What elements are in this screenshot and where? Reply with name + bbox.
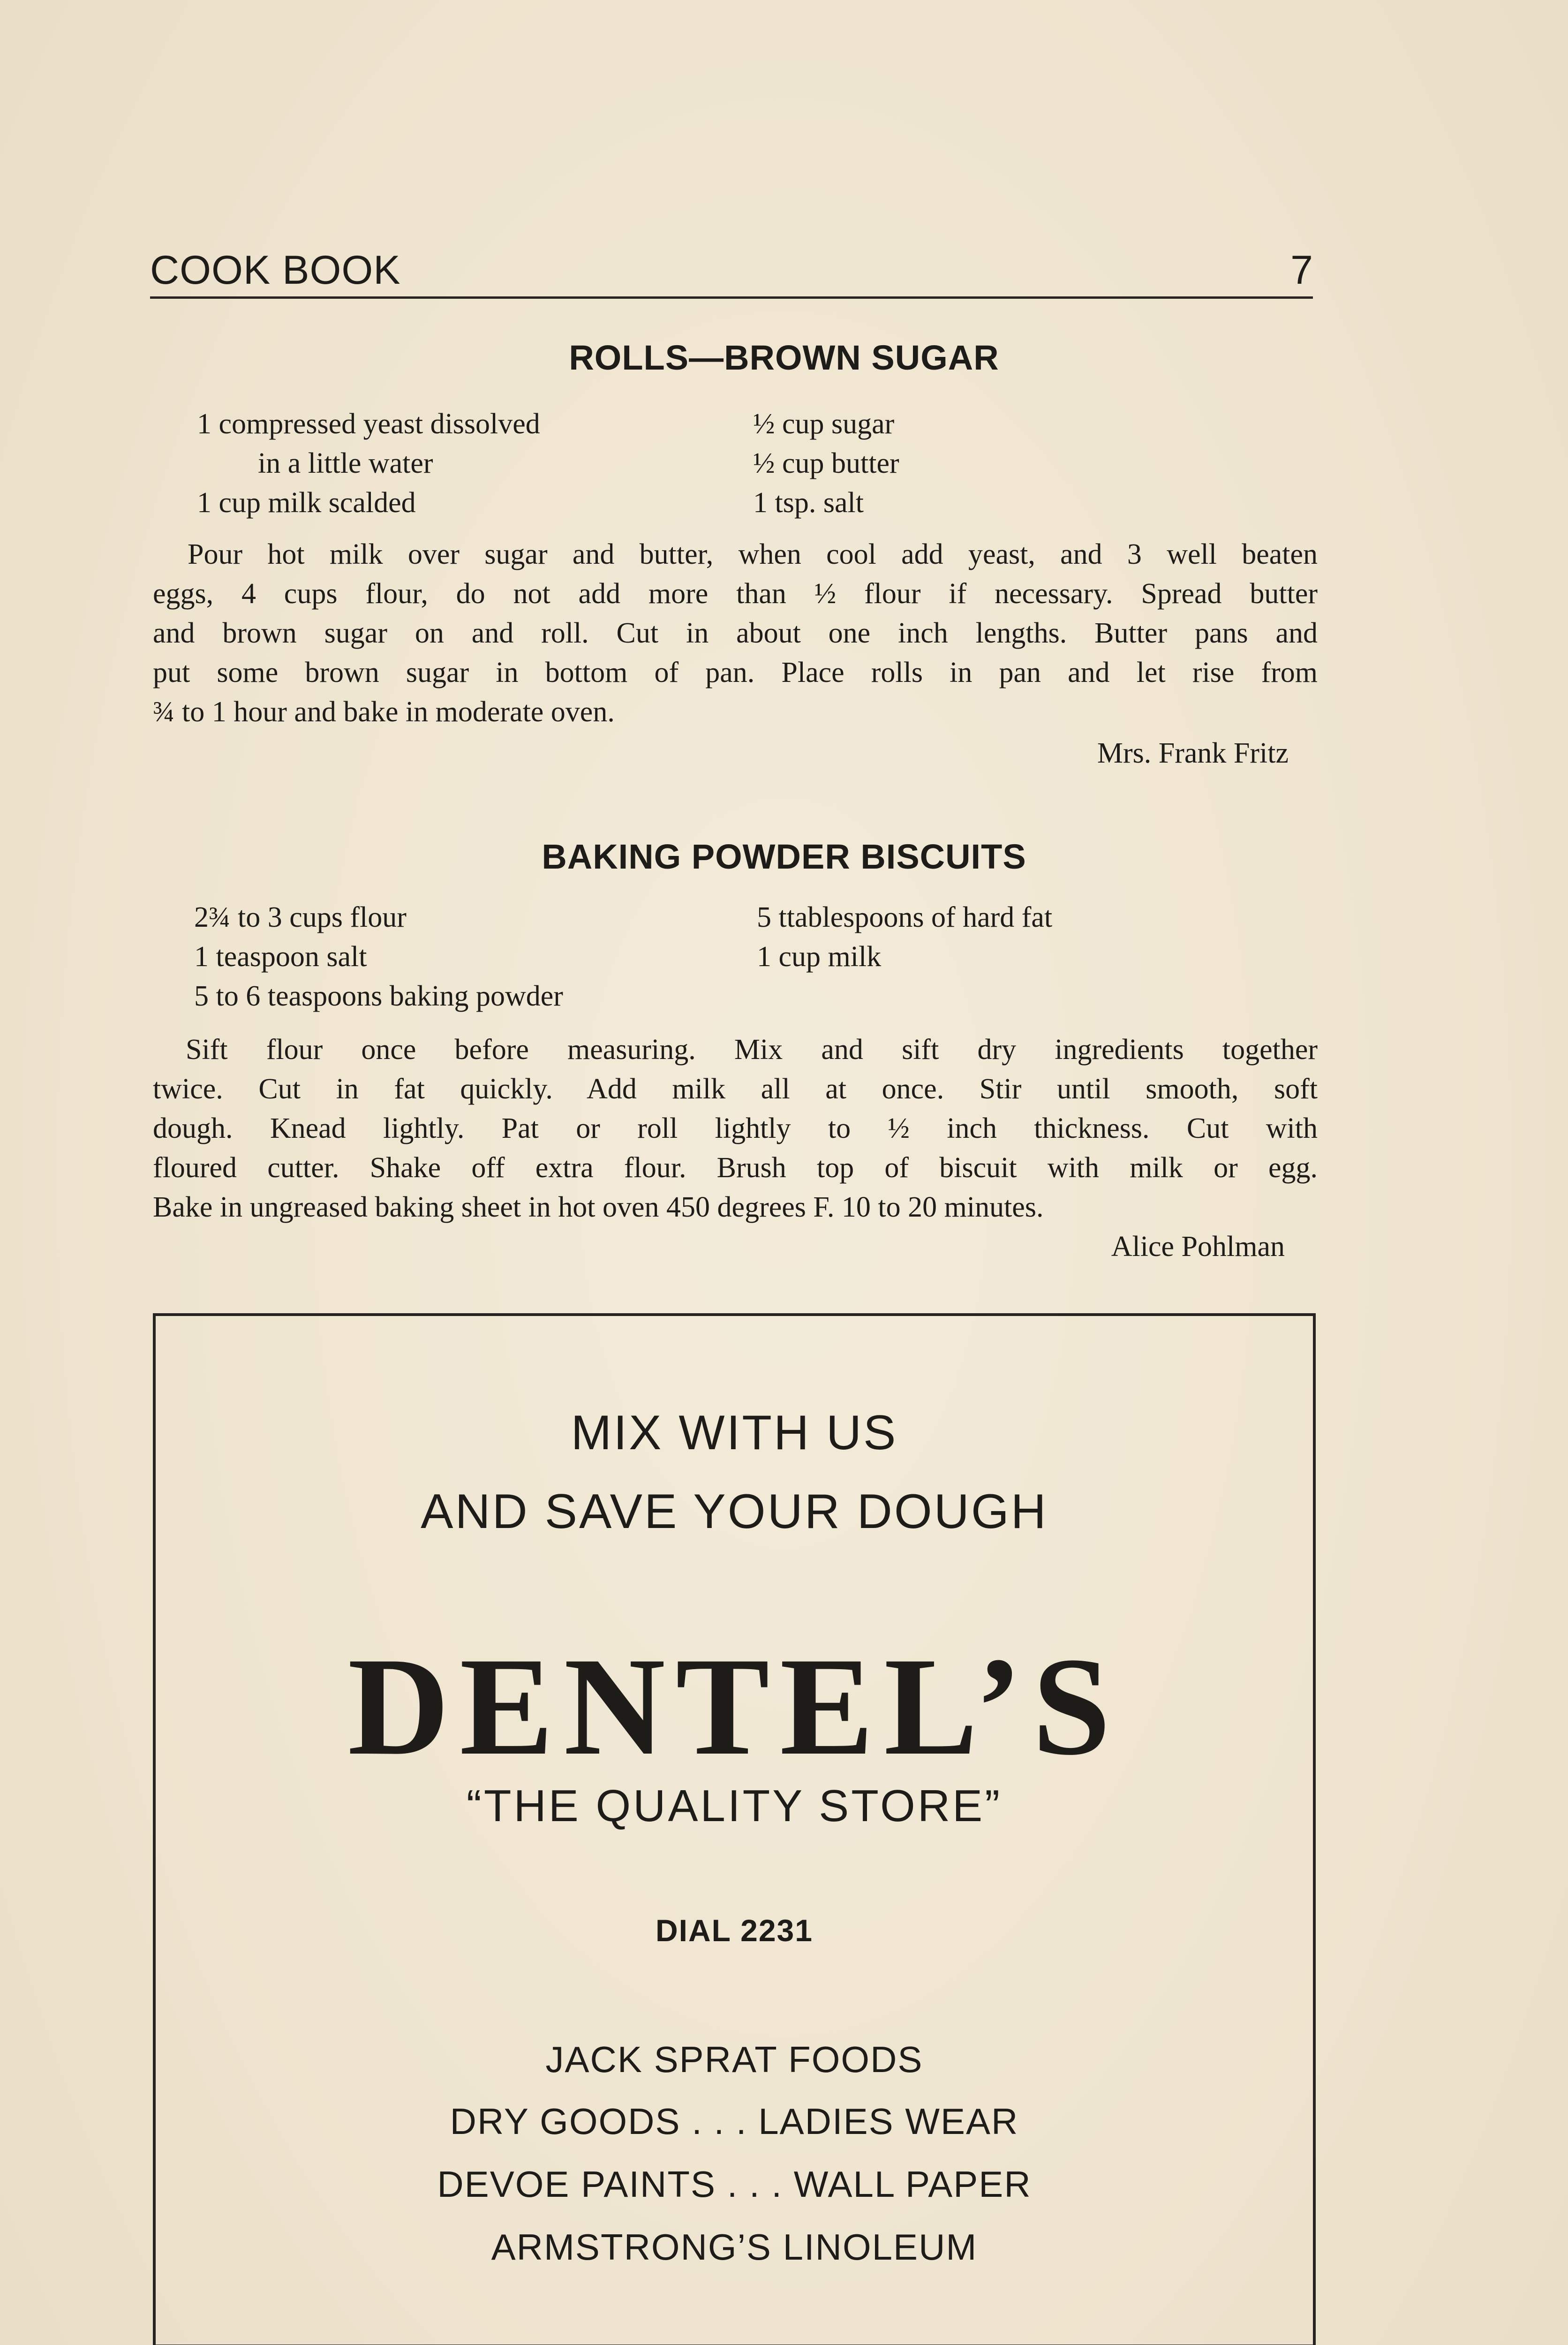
ad-brand-name: DENTEL’S [347,1628,1121,1784]
ingredient: ½ cup butter [753,447,899,479]
instruction-line: and brown sugar on and roll. Cut in about one inch lengths. Butter pans and [153,617,1318,649]
book-title: COOK BOOK [150,248,401,293]
ad-item: JACK SPRAT FOODS [545,2039,923,2080]
ingredient: 1 compressed yeast dissolved [197,408,540,440]
ingredient: 5 ttablespoons of hard fat [757,901,1053,933]
instruction-line: floured cutter. Shake off extra flour. Brush top of biscuit with milk or egg. [153,1152,1318,1184]
advertisement-box [153,1313,1316,2345]
instruction-line: put some brown sugar in bottom of pan. Place rolls in pan and let rise from [153,657,1318,688]
instruction-line: Sift flour once before measuring. Mix and sift dry ingredients together [186,1034,1318,1066]
recipe-author: Alice Pohlman [1111,1231,1285,1263]
instruction-line: Pour hot milk over sugar and butter, when cool add yeast, and 3 well beaten [188,538,1318,570]
ingredient: 2¾ to 3 cups flour [194,901,407,933]
ingredient: 1 cup milk [757,941,882,973]
ad-phone: DIAL 2231 [656,1913,813,1948]
ingredient: ½ cup sugar [753,408,895,440]
ad-slogan-line: MIX WITH US [571,1406,898,1460]
instruction-line: eggs, 4 cups flour, do not add more than ½ flour if necessary. Spread butter [153,578,1318,610]
instruction-line: dough. Knead lightly. Pat or roll lightly to ½ inch thickness. Cut with [153,1112,1318,1144]
ingredient: 1 cup milk scalded [197,487,416,519]
instruction-line: Bake in ungreased baking sheet in hot oven 450 degrees F. 10 to 20 minutes. [153,1191,1044,1223]
instruction-line: ¾ to 1 hour and bake in moderate oven. [153,696,615,728]
ad-item: DEVOE PAINTS . . . WALL PAPER [437,2163,1032,2205]
page-number: 7 [1290,248,1313,293]
ingredient: in a little water [258,447,433,479]
instruction-line: twice. Cut in fat quickly. Add milk all at once. Stir until smooth, soft [153,1073,1318,1105]
page-header [150,245,1313,299]
ingredient: 1 tsp. salt [753,487,864,519]
ad-item: ARMSTRONG’S LINOLEUM [491,2226,978,2268]
ad-tagline: “THE QUALITY STORE” [466,1781,1003,1831]
recipe-author: Mrs. Frank Fritz [1097,737,1289,769]
ad-item: DRY GOODS . . . LADIES WEAR [450,2101,1019,2142]
ingredient: 5 to 6 teaspoons baking powder [194,980,563,1012]
recipe-title: ROLLS—BROWN SUGAR [569,338,999,377]
ingredient: 1 teaspoon salt [194,941,367,973]
recipe-title: BAKING POWDER BISCUITS [542,837,1026,876]
ad-slogan-line: AND SAVE YOUR DOUGH [421,1484,1048,1539]
